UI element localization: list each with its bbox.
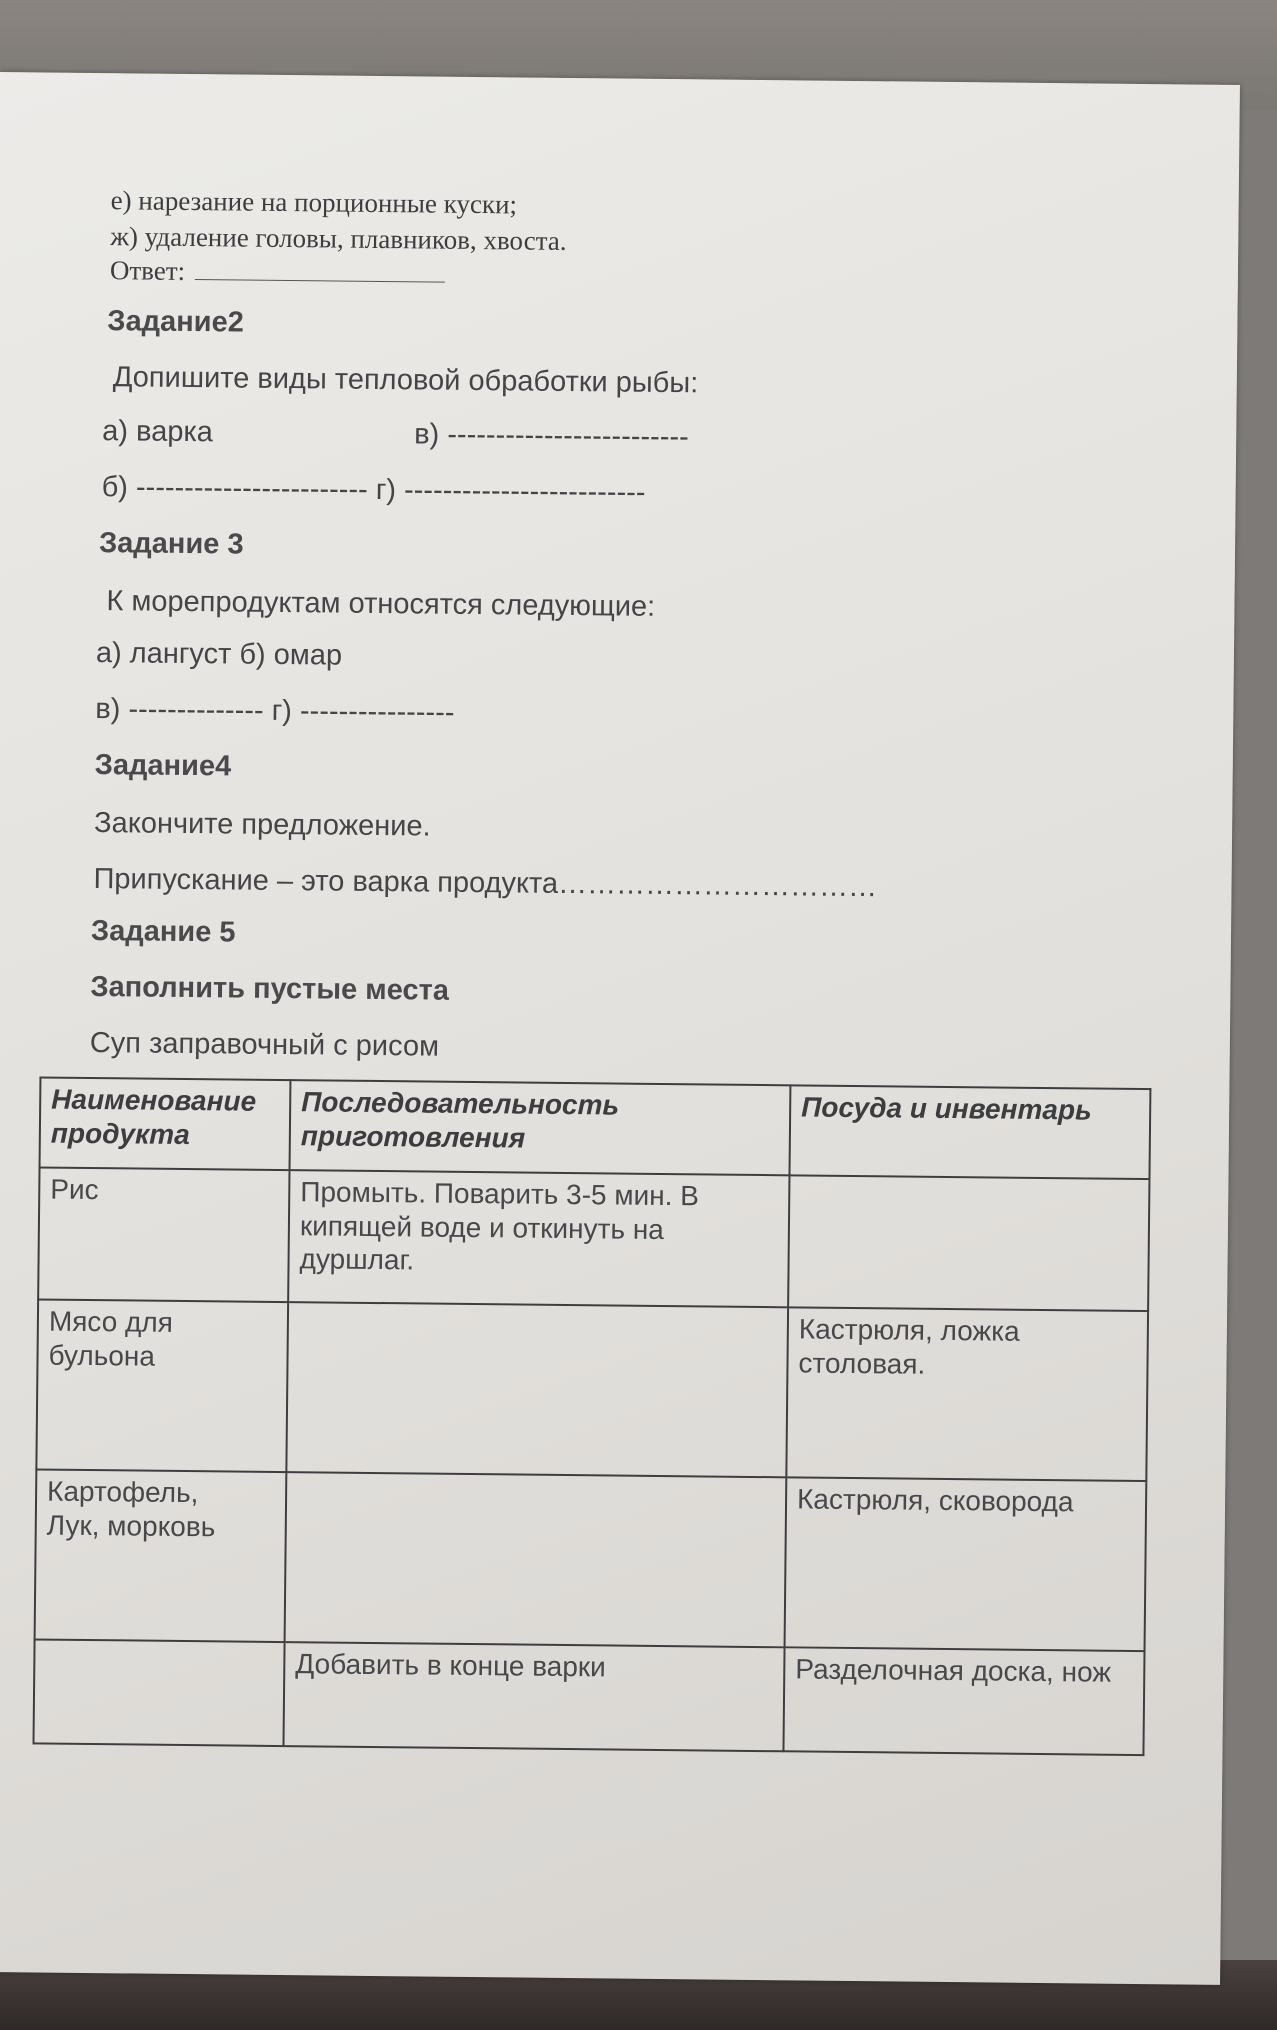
cell-utensils-blank[interactable] bbox=[788, 1175, 1149, 1311]
header-utensils: Посуда и инвентарь bbox=[789, 1085, 1150, 1179]
task4-title: Задание4 bbox=[94, 749, 232, 783]
cell-product: Рис bbox=[38, 1167, 289, 1302]
task4-sentence[interactable]: Припускание – это варка продукта…………………………… bbox=[93, 863, 878, 904]
item-zh: ж) удаление головы, плавников, хвоста. bbox=[110, 221, 567, 256]
task5-dish: Суп заправочный с рисом bbox=[89, 1026, 440, 1063]
task3-title: Задание 3 bbox=[98, 527, 244, 561]
task2-prompt: Допишите виды тепловой обработки рыбы: bbox=[112, 361, 699, 400]
header-sequence: Последовательность приготовления bbox=[290, 1080, 791, 1175]
table-row bbox=[35, 1469, 1147, 1651]
task3-options-v-g[interactable]: в) -------------- г) ---------------- bbox=[95, 693, 455, 729]
task5-subtitle: Заполнить пустые места bbox=[90, 970, 450, 1007]
task2-options-b-g[interactable]: б) ------------------------ г) ------------------------- bbox=[101, 471, 646, 509]
cell-product: Мясо для бульона bbox=[36, 1299, 288, 1472]
task2-option-a: а) варка bbox=[102, 415, 214, 449]
task2-title: Задание2 bbox=[107, 305, 244, 339]
task4-prompt: Закончите предложение. bbox=[93, 807, 431, 843]
table-row bbox=[38, 1167, 1149, 1311]
table-header-row bbox=[40, 1077, 1151, 1179]
answer-blank[interactable] bbox=[195, 279, 445, 283]
task3-prompt: К морепродуктам относятся следующие: bbox=[106, 585, 656, 623]
cell-sequence: Добавить в конце варки bbox=[283, 1642, 784, 1751]
table-row bbox=[33, 1639, 1144, 1755]
cell-product-blank[interactable] bbox=[33, 1639, 284, 1746]
task5-title: Задание 5 bbox=[90, 915, 236, 949]
answer-row bbox=[110, 255, 445, 290]
cell-utensils: Кастрюля, сковорода bbox=[785, 1477, 1147, 1651]
cell-utensils: Кастрюля, ложка столовая. bbox=[786, 1307, 1148, 1481]
cell-sequence-blank[interactable] bbox=[285, 1472, 787, 1647]
answer-label: Ответ: bbox=[109, 255, 186, 286]
cell-sequence: Промыть. Поварить 3-5 мин. В кипящей воде и откинуть на дуршлаг. bbox=[288, 1170, 789, 1307]
cell-product: Картофель, Лук, морковь bbox=[35, 1469, 287, 1642]
table-row bbox=[36, 1299, 1148, 1481]
item-e: е) нарезание на порционные куски; bbox=[110, 185, 518, 220]
task2-option-v[interactable]: в) ------------------------- bbox=[414, 418, 689, 454]
cell-utensils: Разделочная доска, нож bbox=[783, 1647, 1144, 1755]
worksheet-paper bbox=[0, 72, 1240, 1985]
cell-sequence-blank[interactable] bbox=[286, 1302, 788, 1477]
task3-options-a-b: а) лангуст б) омар bbox=[95, 637, 343, 672]
recipe-table bbox=[32, 1076, 1151, 1756]
header-product: Наименование продукта bbox=[40, 1077, 291, 1170]
